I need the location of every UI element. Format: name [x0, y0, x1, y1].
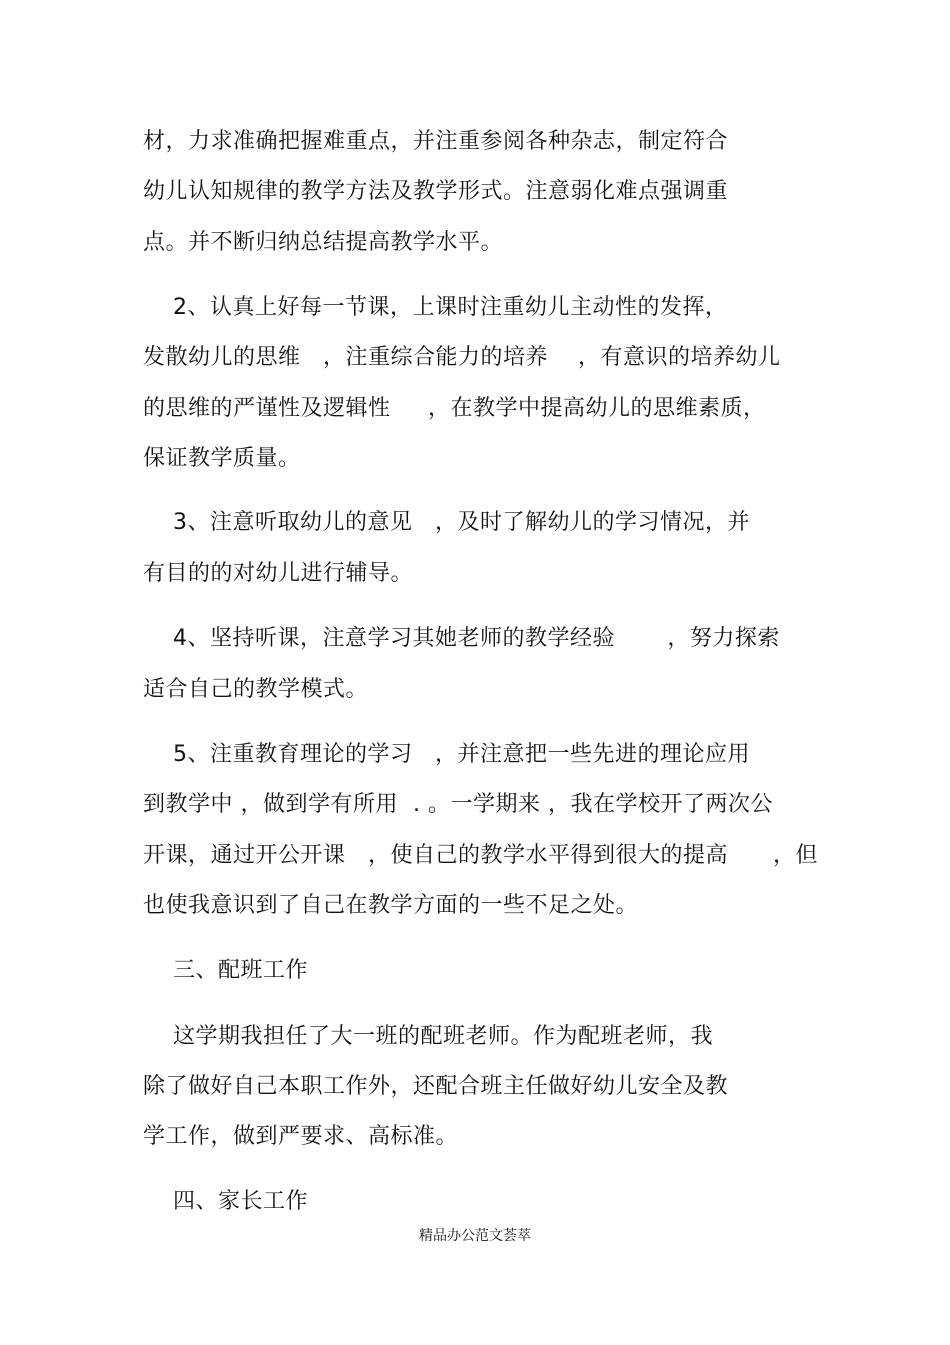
text-line: 学工作，做到严要求、高标准。: [143, 1124, 459, 1149]
text-line: 开课，通过开公开课 ，使自己的教学水平得到很大的提高 ，但: [143, 843, 818, 868]
text-line: 点。并不断归纳总结提高教学水平。: [143, 230, 504, 255]
text-line: 4、坚持听课，注意学习其她老师的教学经验 ，努力探索: [143, 626, 780, 651]
text-line: 到教学中 ，做到学有所用 . 。一学期来 ，我在学校开了两次公: [143, 792, 773, 817]
text-line: 除了做好自己本职工作外，还配合班主任做好幼儿安全及教: [143, 1074, 729, 1099]
page-footer: 精品办公范文荟萃: [419, 1228, 531, 1244]
text-line: 适合自己的教学模式。: [143, 677, 369, 702]
text-line: 材，力求准确把握难重点，并注重参阅各种杂志，制定符合: [143, 129, 729, 154]
text-line: 这学期我担任了大一班的配班老师。作为配班老师，我: [143, 1024, 713, 1049]
text-line: 也使我意识到了自己在教学方面的一些不足之处。: [143, 893, 639, 918]
section-heading: 四、家长工作: [143, 1189, 308, 1214]
text-line: 的思维的严谨性及逻辑性 ，在教学中提高幼儿的思维素质，: [143, 396, 766, 421]
text-line: 幼儿认知规律的教学方法及教学形式。注意弱化难点强调重: [143, 179, 729, 204]
text-line: 发散幼儿的思维 ，注重综合能力的培养 ，有意识的培养幼儿: [143, 345, 781, 370]
section-heading: 三、配班工作: [143, 958, 308, 983]
text-line: 保证教学质量。: [143, 446, 301, 471]
text-line: 有目的的对幼儿进行辅导。: [143, 561, 414, 586]
text-line: 5、注重教育理论的学习 ，并注意把一些先进的理论应用: [143, 742, 750, 767]
text-line: 3、注意听取幼儿的意见 ，及时了解幼儿的学习情况，并: [143, 510, 750, 535]
text-line: 2、认真上好每一节课，上课时注重幼儿主动性的发挥，: [143, 295, 728, 320]
